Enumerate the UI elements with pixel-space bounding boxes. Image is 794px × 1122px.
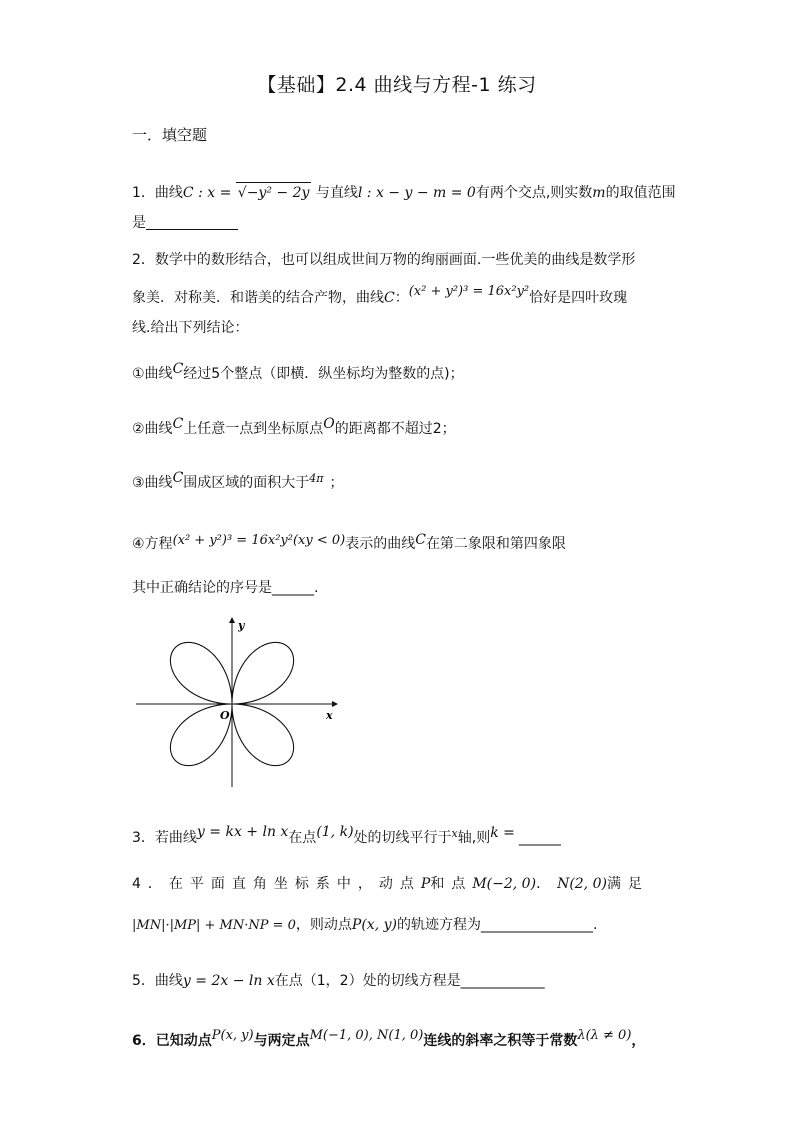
q1-radicand: √−y² − 2y [236, 182, 312, 203]
page-title: 【基础】2.4 曲线与方程-1 练习 [257, 74, 537, 96]
conclusion-2 [132, 416, 456, 439]
four-leaf-rose-figure [132, 615, 342, 790]
q2-text-a: 象美．对称美．和谐美的结合产物，曲线 [132, 290, 384, 306]
q3-equation: y = kx + ln x [196, 824, 289, 840]
q3-text-d: 轴,则 [457, 830, 491, 846]
conclusion-1 [132, 361, 464, 384]
q5-equation: y = 2x − ln x [182, 973, 275, 989]
q4-var-p: P [420, 876, 431, 892]
q1-mid-text: 与直线 [311, 185, 358, 201]
c2-text-c: 的距离都不超过2； [334, 421, 456, 437]
q3-axis: x [451, 827, 458, 840]
c3-var-c: C [172, 470, 184, 486]
section-heading: 一．填空题 [132, 126, 208, 144]
q6-point-p: P(x, y) [211, 1028, 254, 1043]
question-5 [132, 971, 545, 991]
q6-fixed-points: M(−1, 0), N(1, 0) [309, 1028, 424, 1043]
q6-text-b: 与两定点 [253, 1033, 310, 1049]
y-axis-arrow-icon [229, 617, 235, 623]
c3-value: 4π [309, 472, 324, 485]
c4-text-a: ④方程 [132, 536, 173, 552]
q5-text-a: 5．曲线 [132, 973, 183, 989]
q6-lambda: λ(λ ≠ 0) [577, 1028, 632, 1043]
q3-text-c: 处的切线平行于 [353, 830, 452, 846]
q4-point-m: M(−2, 0) [472, 876, 537, 892]
question-3 [132, 824, 561, 849]
question-2-ask: 其中正确结论的序号是______. [132, 580, 319, 596]
q6-text-a: 6．已知动点 [132, 1033, 212, 1049]
c2-text-a: ②曲线 [132, 421, 173, 437]
conclusion-3 [132, 470, 344, 494]
question-4-line-1 [132, 874, 649, 894]
c3-text-b: 围成区域的面积大于 [183, 475, 310, 491]
q4-text-c: ． [536, 876, 558, 892]
c2-text-b: 上任意一点到坐标原点 [183, 421, 324, 437]
q4-text-b: 和点 [430, 876, 473, 892]
q4-end: . [592, 917, 598, 933]
c1-text-b: 经过5个整点（即横．纵坐标均为整数的点)； [183, 366, 464, 382]
question-2-line-2 [132, 284, 628, 309]
question-4-line-2 [132, 915, 597, 936]
q6-text-d: ， [631, 1033, 646, 1049]
q4-text-e: ，则动点 [295, 917, 352, 933]
question-2-line-1: 2．数学中的数形结合，也可以组成世间万物的绚丽画面.一些优美的曲线是数学形 [132, 252, 636, 268]
c4-text-c: 在第二象限和第四象限 [425, 536, 566, 552]
q3-k: k = [490, 825, 515, 841]
c3-text-c: ； [329, 475, 344, 491]
q2-colon: ： [394, 290, 409, 306]
q1-line-eq: l : x − y − m = 0 [357, 185, 476, 201]
q1-line2-text: 是 [132, 215, 146, 231]
question-1-line-2 [132, 213, 238, 233]
c3-text-a: ③曲线 [132, 475, 173, 491]
question-1-line-1 [132, 182, 676, 203]
q4-answer-blank[interactable]: ________________ [480, 917, 593, 933]
origin-label: O [220, 709, 230, 722]
question-6 [132, 1028, 646, 1052]
conclusion-4 [132, 534, 566, 555]
q5-answer-blank[interactable]: ____________ [460, 973, 545, 989]
q3-text-b: 在点 [288, 830, 317, 846]
c2-var-o: O [323, 416, 335, 432]
q1-number: 1．曲线 [132, 185, 183, 201]
q1-tail-text-2: 的取值范围 [605, 185, 676, 201]
x-axis-arrow-icon [332, 701, 338, 707]
q4-point-n: N(2, 0) [557, 876, 607, 892]
c4-var-c: C [415, 532, 426, 548]
q4-vector-equation: |MN|·|MP| + MN·NP = 0 [132, 918, 296, 933]
q4-text-d: 满足 [606, 876, 649, 892]
q4-point-p: P(x, y) [351, 917, 397, 933]
x-axis-label: x [326, 709, 333, 722]
q1-tail-text: 有两个交点,则实数 [475, 185, 593, 201]
c4-text-b: 表示的曲线 [345, 536, 416, 552]
q4-text-a: 4．在平面直角坐标系中，动点 [132, 876, 421, 892]
c4-equation: (x² + y²)³ = 16x²y²(xy < 0) [172, 533, 346, 548]
q3-point: (1, k) [316, 824, 354, 840]
y-axis-label: y [238, 619, 245, 632]
q3-answer-blank[interactable]: ______ [518, 830, 561, 846]
q6-text-c: 连线的斜率之积等于常数 [423, 1033, 578, 1049]
q3-text-a: 3．若曲线 [132, 830, 197, 846]
q2-var-c: C [384, 290, 395, 306]
c1-var-c: C [172, 361, 184, 377]
c2-var-c: C [172, 416, 184, 432]
q1-var-m: m [592, 185, 606, 201]
q2-curve-equation: (x² + y²)³ = 16x²y² [408, 284, 530, 299]
q1-curve-eq: C : x = [182, 185, 236, 201]
q1-answer-blank[interactable] [146, 215, 238, 230]
q5-text-b: 在点（1，2）处的切线方程是 [274, 973, 461, 989]
c1-text-a: ①曲线 [132, 366, 173, 382]
q4-text-f: 的轨迹方程为 [396, 917, 481, 933]
q2-text-b: 恰好是四叶玫瑰 [529, 290, 628, 306]
question-2-line-3: 线.给出下列结论： [132, 320, 249, 336]
